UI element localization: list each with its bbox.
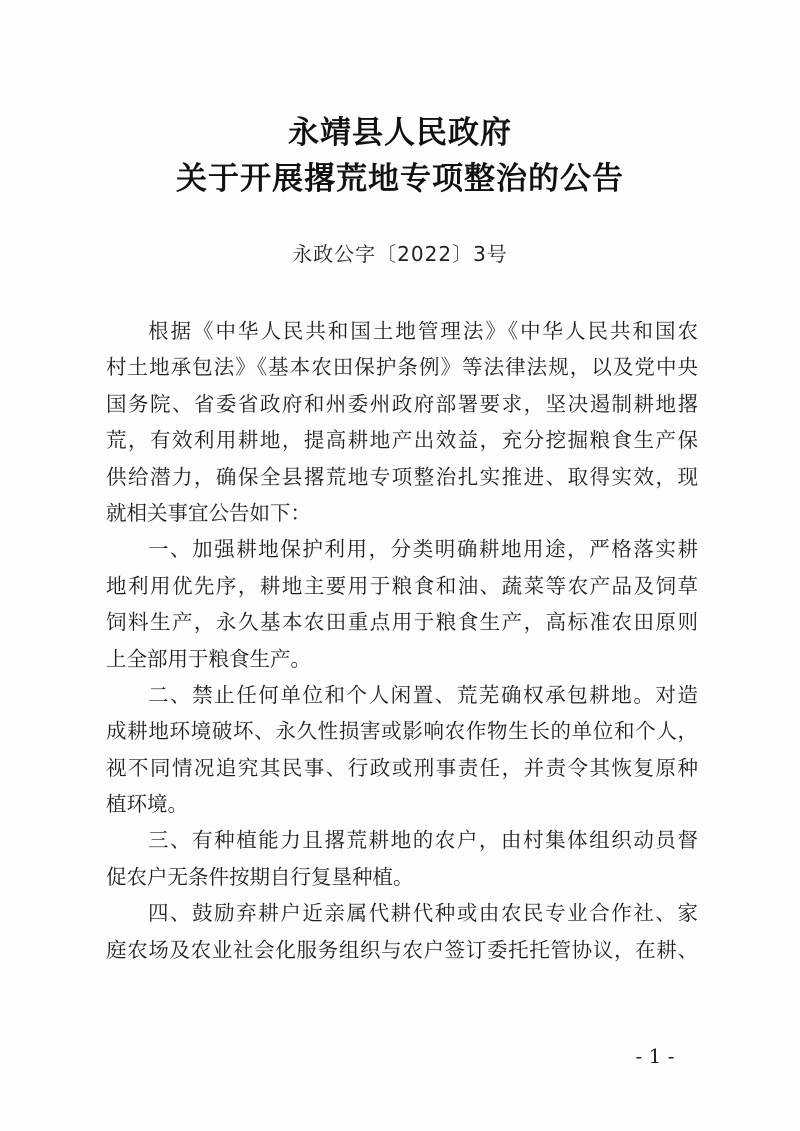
title-subject: 关于开展撂荒地专项整治的公告 xyxy=(176,161,624,197)
body-line: 植环境。 xyxy=(106,792,188,817)
body-line: 根据《中华人民共和国土地管理法》《中华人民共和国农 xyxy=(148,319,698,343)
document-number: 永政公字〔2022〕3号 xyxy=(292,242,508,266)
body-line: 上全部用于粮食生产。 xyxy=(106,646,311,671)
body-line: 二、禁止任何单位和个人闲置、荒芜确权承包耕地。对造 xyxy=(148,682,698,707)
body-line: 庭农场及农业社会化服务组织与农户签订委托托管协议，在耕、 xyxy=(106,937,698,962)
body-line: 荒，有效利用耕地，提高耕地产出效益，充分挖掘粮食生产保 xyxy=(106,428,698,453)
body-line: 促农户无条件按期自行复垦种植。 xyxy=(106,864,414,889)
body-line: 饲料生产，永久基本农田重点用于粮食生产，高标准农田原则 xyxy=(106,610,698,635)
announcement-body xyxy=(106,313,698,968)
body-line: 供给潜力，确保全县撂荒地专项整治扎实推进、取得实效，现 xyxy=(106,464,698,489)
document-title xyxy=(0,110,800,202)
body-line: 国务院、省委省政府和州委州政府部署要求，坚决遏制耕地撂 xyxy=(106,391,698,416)
page-number: - 1 - xyxy=(635,1044,675,1068)
body-line: 四、鼓励弃耕户近亲属代耕代种或由农民专业合作社、家 xyxy=(148,901,698,926)
title-issuer: 永靖县人民政府 xyxy=(288,115,512,151)
body-line: 地利用优先序，耕地主要用于粮食和油、蔬菜等农产品及饲草 xyxy=(106,573,698,598)
body-line: 就相关事宜公告如下： xyxy=(106,500,311,525)
body-line: 视不同情况追究其民事、行政或刑事责任，并责令其恢复原种 xyxy=(106,755,698,780)
body-line: 三、有种植能力且撂荒耕地的农户，由村集体组织动员督 xyxy=(148,828,698,853)
body-line: 一、加强耕地保护利用，分类明确耕地用途，严格落实耕 xyxy=(148,537,698,562)
body-line: 村土地承包法》《基本农田保护条例》等法律法规，以及党中央 xyxy=(106,355,698,380)
body-line: 成耕地环境破坏、永久性损害或影响农作物生长的单位和个人， xyxy=(106,719,698,744)
